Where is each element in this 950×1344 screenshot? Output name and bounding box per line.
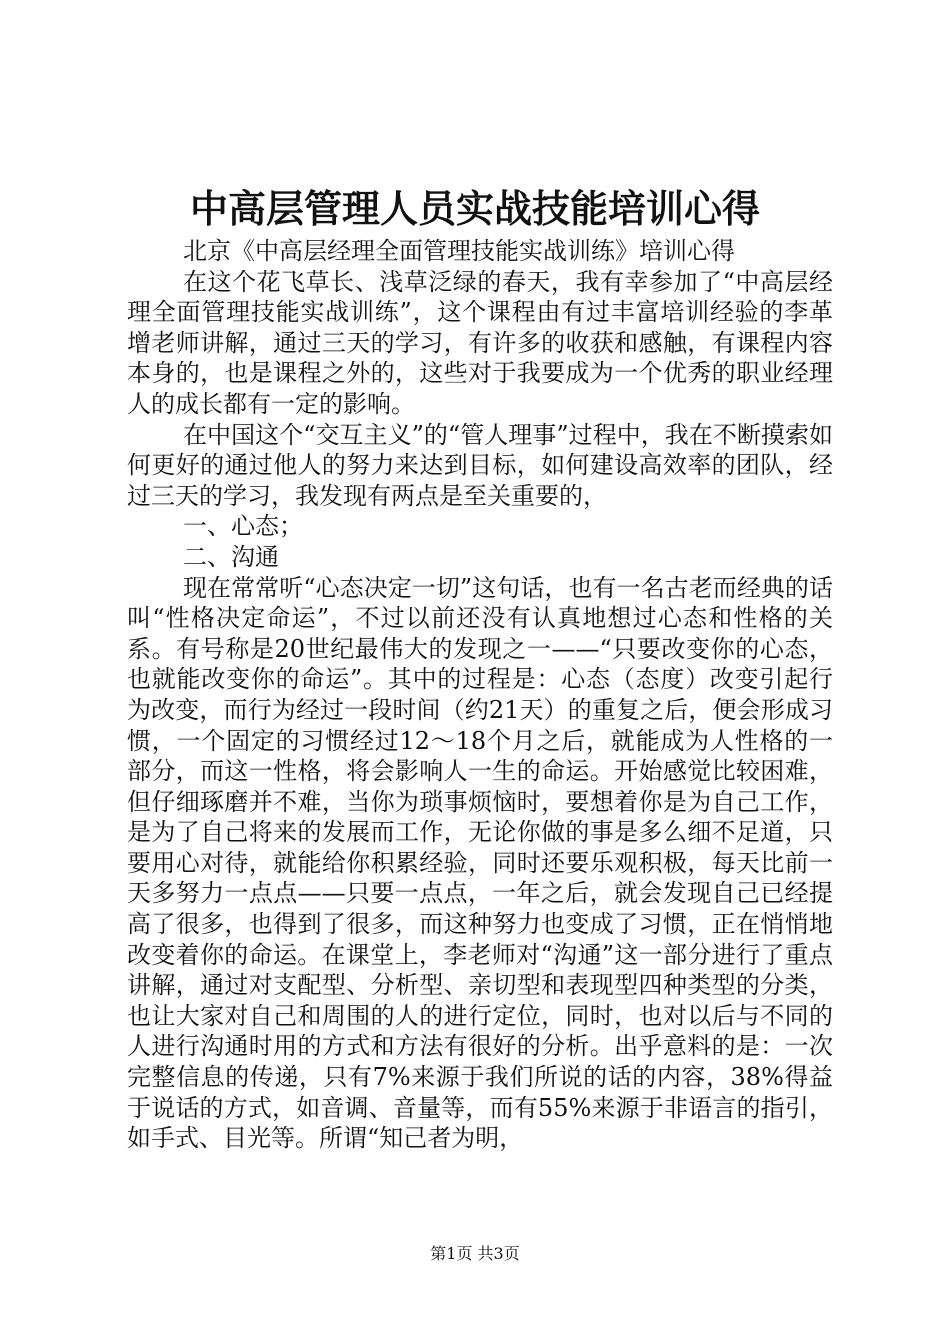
document-body	[127, 236, 833, 1154]
document-title: 中高层管理人员实战技能培训心得	[189, 186, 760, 231]
subtitle-paragraph: 北京《中高层经理全面管理技能实战训练》培训心得	[183, 237, 735, 265]
list-item: 一、心态；	[183, 512, 303, 541]
list-item: 二、沟通	[183, 542, 279, 571]
body-paragraph: 在这个花飞草长、浅草泛绿的春天，我有幸参加了“中高层经理全面管理技能实战训练”，这个课程由有过丰富培训经验的李革增老师讲解，通过三天的学习，有许多的收获和感触，有课程内容本身的，也是课程之外的，这些对于我要成为一个优秀的职业经理人的成长都有一定的影响。	[127, 267, 833, 418]
page-number-footer: 第1页 共3页	[430, 1244, 520, 1263]
body-paragraph: 现在常常听“心态决定一切”这句话，也有一名古老而经典的话叫“性格决定命运”，不过以前还没有认真地想过心态和性格的关系。有号称是20世纪最伟大的发现之一——“只要改变你的心态，也就能改变你的命运”。其中的过程是：心态（态度）改变引起行为改变，而行为经过一段时间（约21天）的重复之后，便会形成习惯，一个固定的习惯经过12～18个月之后，就能成为人性格的一部分，而这一性格，将会影响人一生的命运。开始感觉比较困难，但仔细琢磨并不难，当你为琐事烦恼时，要想着你是为自己工作，是为了自己将来的发展而工作，无论你做的事是多么细不足道，只要用心对待，就能给你积累经验，同时还要乐观积极，每天比前一天多努力一点点——只要一点点，一年之后，就会发现自己已经提高了很多，也得到了很多，而这种努力也变成了习惯，正在悄悄地改变着你的命运。在课堂上，李老师对“沟通”这一部分进行了重点讲解，通过对支配型、分析型、亲切型和表现型四种类型的分类，也让大家对自己和周围的人的进行定位，同时，也对以后与不同的人进行沟通时用的方式和方法有很好的分析。出乎意料的是：一次完整信息的传递，只有7%来源于我们所说的话的内容，38%得益于说话的方式，如音调、音量等，而有55%来源于非语言的指引，如手式、目光等。所谓“知己者为明，	[127, 573, 833, 1153]
body-paragraph: 在中国这个“交互主义”的“管人理事”过程中，我在不断摸索如何更好的通过他人的努力来达到目标，如何建设高效率的团队，经过三天的学习，我发现有两点是至关重要的，	[127, 420, 833, 510]
